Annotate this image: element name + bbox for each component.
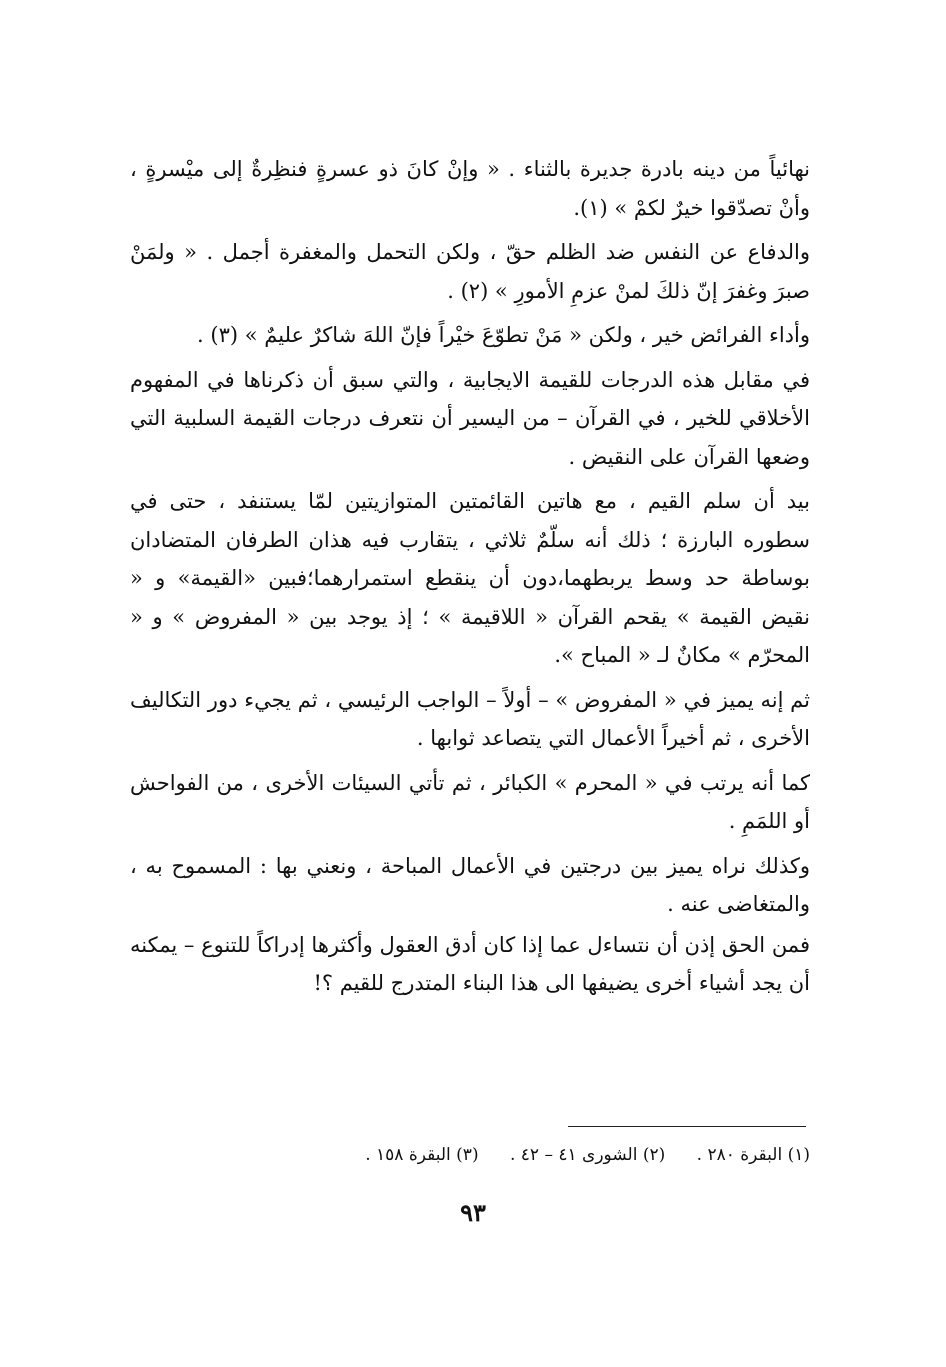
paragraph-1: نهائياً من دينه بادرة جديرة بالثناء . « وإنْ كانَ ذو عسرةٍ فنظِرةٌ إلى ميْسرةٍ ، وأنْ تصدّقوا خيرٌ لكمْ » (١). <box>130 157 810 220</box>
page-body <box>130 150 810 1009</box>
footnote-1: (١) البقرة ٢٨٠ . <box>696 1145 810 1165</box>
footnote-2: (٢) الشورى ٤١ – ٤٢ . <box>509 1145 666 1165</box>
paragraph-8: وكذلك نراه يميز بين درجتين في الأعمال المباحة ، ونعني بها : المسموح به ، والمتغاضى عنه . <box>130 853 810 916</box>
paragraph-6: ثم إنه يميز في « المفروض » – أولاً – الواجب الرئيسي ، ثم يجيء دور التكاليف الأخرى ، ثم أخيراً الأعمال التي يتصاعد ثوابها . <box>130 687 810 750</box>
paragraph-2: والدفاع عن النفس ضد الظلم حقّ ، ولكن التحمل والمغفرة أجمل . « ولمَنْ صبرَ وغفرَ إنّ ذلكَ لمنْ عزمِ الأمورِ » (٢) . <box>130 240 810 303</box>
footnotes <box>200 1142 810 1168</box>
page-number: ٩٣ <box>460 1198 486 1227</box>
paragraph-3: وأداء الفرائض خير ، ولكن « مَنْ تطوّعَ خيْراً فإنّ اللهَ شاكرٌ عليمٌ » (٣) . <box>197 323 810 347</box>
paragraph-7: كما أنه يرتب في « المحرم » الكبائر ، ثم تأتي السيئات الأخرى ، من الفواحش أو اللمَمِ . <box>130 770 810 833</box>
paragraph-4: في مقابل هذه الدرجات للقيمة الايجابية ، والتي سبق أن ذكرناها في المفهوم الأخلاقي للخير ، في القرآن – من اليسير أن نتعرف درجات القيمة السلبية التي وضعها القرآن على النقيض . <box>130 367 810 469</box>
footnote-divider <box>568 1126 806 1127</box>
paragraph-5: بيد أن سلم القيم ، مع هاتين القائمتين المتوازيتين لمّا يستنفد ، حتى في سطوره البارزة ؛ ذلك أنه سلّمٌ ثلاثي ، يتقارب فيه هذان الطرفان المتضادان بوساطة حد وسط يربطهما،دون أن ينقطع استمرارهما؛فبين «القيمة» و « نقيض القيمة » يقحم القرآن « اللاقيمة » ؛ إذ يوجد بين « المفروض » و « المحرّم » مكانٌ لـ « المباح ». <box>130 489 810 667</box>
footnote-3: (٣) البقرة ١٥٨ . <box>365 1145 479 1165</box>
paragraph-9: فمن الحق إذن أن نتساءل عما إذا كان أدق العقول وأكثرها إدراكاً للتنوع – يمكنه أن يجد أشياء أخرى يضيفها الى هذا البناء المتدرج للقيم ؟! <box>130 932 810 995</box>
